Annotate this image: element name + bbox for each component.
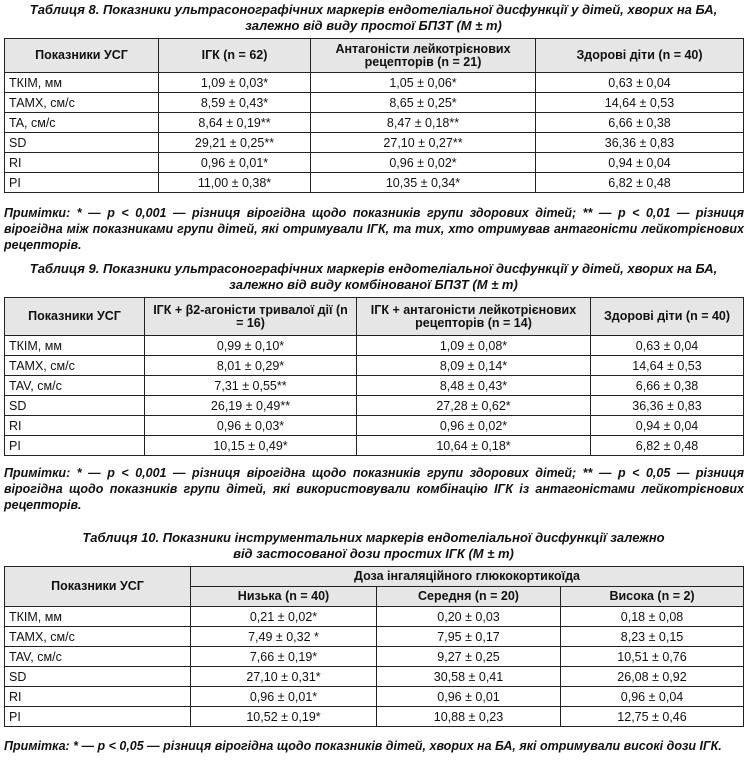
table10-note: Примітка: * — р < 0,05 — різниця вірогідна щодо показників дітей, хворих на БА, які отримували високі дози ІГК. <box>4 739 722 753</box>
table-cell: 14,64 ± 0,53 <box>591 356 744 376</box>
table-cell: 0,96 ± 0,01 <box>377 687 561 707</box>
table-cell: 0,94 ± 0,04 <box>591 416 744 436</box>
table-row <box>5 687 744 707</box>
table-row <box>5 607 744 627</box>
table8-header: Здорові діти (n = 40) <box>536 39 744 73</box>
row-label: ТАМХ, см/с <box>5 627 191 647</box>
table-row <box>5 336 744 356</box>
row-label: ТАМХ, см/с <box>5 93 159 113</box>
table-cell: 0,96 ± 0,02* <box>357 416 591 436</box>
row-label: ТАМХ, см/с <box>5 356 145 376</box>
table-cell: 6,82 ± 0,48 <box>536 173 744 193</box>
row-label: SD <box>5 133 159 153</box>
table10-title-line1: Таблиця 10. Показники інструментальних маркерів ендотеліальної дисфункції залежно <box>82 530 665 545</box>
table-row <box>5 436 744 456</box>
table-cell: 8,01 ± 0,29* <box>145 356 357 376</box>
table-cell: 8,09 ± 0,14* <box>357 356 591 376</box>
row-label: PI <box>5 173 159 193</box>
table-row <box>5 153 744 173</box>
table-cell: 8,23 ± 0,15 <box>561 627 744 647</box>
table10-header: Середня (n = 20) <box>377 587 561 607</box>
table-cell: 6,82 ± 0,48 <box>591 436 744 456</box>
table-row <box>5 396 744 416</box>
table-row <box>5 113 744 133</box>
table-cell: 0,96 ± 0,03* <box>145 416 357 436</box>
table8-title-line2: залежно від виду простої БПЗТ (M ± m) <box>245 18 502 33</box>
table-cell: 8,47 ± 0,18** <box>311 113 536 133</box>
table9-header: Здорові діти (n = 40) <box>591 298 744 336</box>
row-label: ТКІМ, мм <box>5 607 191 627</box>
table-cell: 0,63 ± 0,04 <box>591 336 744 356</box>
row-label: ТКІМ, мм <box>5 336 145 356</box>
table-cell: 7,95 ± 0,17 <box>377 627 561 647</box>
table10-title <box>0 530 747 562</box>
table-cell: 9,27 ± 0,25 <box>377 647 561 667</box>
table-cell: 10,51 ± 0,76 <box>561 647 744 667</box>
table10-header: Низька (n = 40) <box>191 587 377 607</box>
table10 <box>4 566 744 727</box>
table-cell: 36,36 ± 0,83 <box>591 396 744 416</box>
table9-header: ІГК + антагоністи лейкотрієнових рецепторів (n = 14) <box>357 298 591 336</box>
table10-title-line2: від застосованої дози простих ІГК (M ± m) <box>233 546 514 561</box>
table9-title-line2: залежно від виду комбінованої БПЗТ (M ± m) <box>229 277 518 292</box>
table-cell: 7,66 ± 0,19* <box>191 647 377 667</box>
table-row <box>5 73 744 93</box>
table8-header: Показники УСГ <box>5 39 159 73</box>
table-row <box>5 416 744 436</box>
table8-title <box>0 2 747 34</box>
table-cell: 0,21 ± 0,02* <box>191 607 377 627</box>
table-cell: 27,10 ± 0,27** <box>311 133 536 153</box>
table-cell: 30,58 ± 0,41 <box>377 667 561 687</box>
row-label: RI <box>5 687 191 707</box>
table9-header: Показники УСГ <box>5 298 145 336</box>
table-row <box>5 667 744 687</box>
table9 <box>4 297 744 456</box>
table9-title <box>0 261 747 293</box>
table-cell: 0,94 ± 0,04 <box>536 153 744 173</box>
table10-group-header: Доза інгаляційного глюкокортикоїда <box>191 567 744 587</box>
table-cell: 0,96 ± 0,02* <box>311 153 536 173</box>
table8-header: ІГК (n = 62) <box>159 39 311 73</box>
table-cell: 0,20 ± 0,03 <box>377 607 561 627</box>
row-label: PI <box>5 436 145 456</box>
table-cell: 1,09 ± 0,03* <box>159 73 311 93</box>
table8 <box>4 38 744 193</box>
table-row <box>5 376 744 396</box>
table9-title-line1: Таблиця 9. Показники ультрасонографічних маркерів ендотеліальної дисфункції у дітей, хворих на БА, <box>29 261 718 276</box>
table-cell: 14,64 ± 0,53 <box>536 93 744 113</box>
table-cell: 26,08 ± 0,92 <box>561 667 744 687</box>
table-cell: 0,96 ± 0,04 <box>561 687 744 707</box>
table9-note: Примітки: * — р < 0,001 — різниця вірогідна щодо показників групи здорових дітей; ** — р < 0,05 — різниця вірогідна щодо показників групи дітей, які використовували комбінацію ІГК із антагоністами лейкотрієнових рецепторів. <box>4 466 744 512</box>
table-cell: 10,64 ± 0,18* <box>357 436 591 456</box>
row-label: RI <box>5 153 159 173</box>
table-cell: 6,66 ± 0,38 <box>536 113 744 133</box>
table-cell: 36,36 ± 0,83 <box>536 133 744 153</box>
row-label: TAV, см/с <box>5 647 191 667</box>
table-cell: 7,31 ± 0,55** <box>145 376 357 396</box>
table-cell: 11,00 ± 0,38* <box>159 173 311 193</box>
table-cell: 0,99 ± 0,10* <box>145 336 357 356</box>
table-cell: 26,19 ± 0,49** <box>145 396 357 416</box>
table-cell: 12,75 ± 0,46 <box>561 707 744 727</box>
table-cell: 10,35 ± 0,34* <box>311 173 536 193</box>
row-label: TAV, см/с <box>5 376 145 396</box>
table10-header: Показники УСГ <box>5 567 191 607</box>
row-label: TA, см/с <box>5 113 159 133</box>
table-cell: 10,15 ± 0,49* <box>145 436 357 456</box>
row-label: ТКІМ, мм <box>5 73 159 93</box>
table-cell: 29,21 ± 0,25** <box>159 133 311 153</box>
table-cell: 1,09 ± 0,08* <box>357 336 591 356</box>
table-row <box>5 647 744 667</box>
table-row <box>5 356 744 376</box>
table-cell: 27,10 ± 0,31* <box>191 667 377 687</box>
table9-header: ІГК + β2-агоністи тривалої дії (n = 16) <box>145 298 357 336</box>
table8-header: Антагоністи лейкотрієнових рецепторів (n = 21) <box>311 39 536 73</box>
row-label: PI <box>5 707 191 727</box>
row-label: SD <box>5 667 191 687</box>
table-cell: 27,28 ± 0,62* <box>357 396 591 416</box>
table-cell: 0,63 ± 0,04 <box>536 73 744 93</box>
table-cell: 8,65 ± 0,25* <box>311 93 536 113</box>
row-label: RI <box>5 416 145 436</box>
table-cell: 10,52 ± 0,19* <box>191 707 377 727</box>
table-cell: 6,66 ± 0,38 <box>591 376 744 396</box>
row-label: SD <box>5 396 145 416</box>
table8-title-line1: Таблиця 8. Показники ультрасонографічних маркерів ендотеліальної дисфункції у дітей, хворих на БА, <box>29 2 718 17</box>
table-cell: 8,59 ± 0,43* <box>159 93 311 113</box>
table-cell: 1,05 ± 0,06* <box>311 73 536 93</box>
table-cell: 0,96 ± 0,01* <box>191 687 377 707</box>
table-row <box>5 93 744 113</box>
table-cell: 8,48 ± 0,43* <box>357 376 591 396</box>
table-row <box>5 707 744 727</box>
table-cell: 10,88 ± 0,23 <box>377 707 561 727</box>
table-row <box>5 173 744 193</box>
table-cell: 0,18 ± 0,08 <box>561 607 744 627</box>
table-row <box>5 627 744 647</box>
table8-note: Примітки: * — р < 0,001 — різниця вірогідна щодо показників групи здорових дітей; ** — р < 0,01 — різниця вірогідна між показниками групи дітей, які отримували ІГК, та тих, хто отримував антагоністи лейкотрієнових рецепторів. <box>4 206 744 252</box>
table-cell: 7,49 ± 0,32 * <box>191 627 377 647</box>
table-cell: 0,96 ± 0,01* <box>159 153 311 173</box>
table10-header: Висока (n = 2) <box>561 587 744 607</box>
table-row <box>5 133 744 153</box>
table-cell: 8,64 ± 0,19** <box>159 113 311 133</box>
